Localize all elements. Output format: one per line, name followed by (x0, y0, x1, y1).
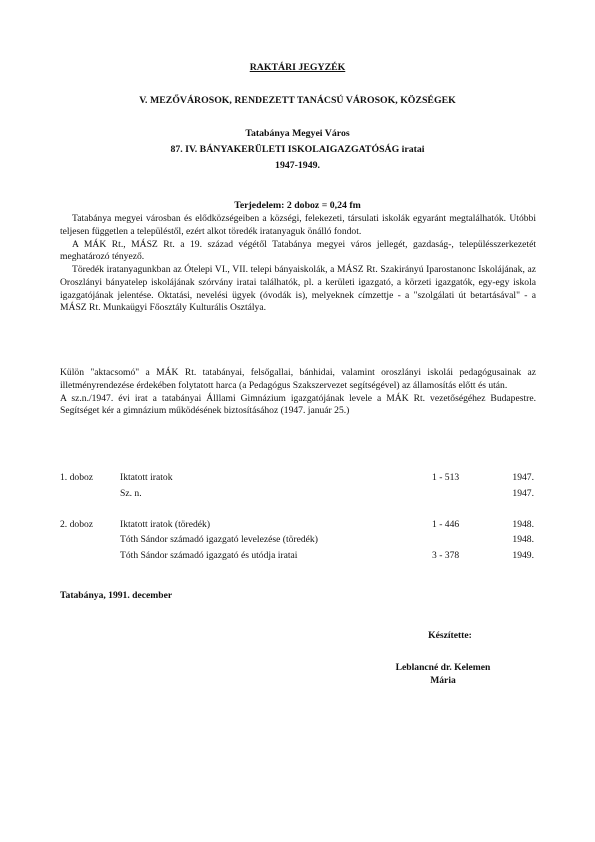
item-year: 1947. (512, 487, 534, 499)
table-row (60, 519, 536, 535)
additional-notes-block (60, 367, 536, 418)
box-label: 1. doboz (60, 472, 94, 483)
item-range: 1 - 513 (432, 472, 460, 483)
table-row (60, 488, 536, 504)
inventory-table (60, 472, 536, 565)
item-range: 1 - 446 (432, 518, 460, 530)
item-description: Tóth Sándor számadó igazgató és utódja iratai (120, 549, 298, 561)
section-heading: V. MEZŐVÁROSOK, RENDEZETT TANÁCSÚ VÁROSOK, KÖZSÉGEK (139, 95, 456, 106)
table-row (60, 550, 536, 566)
years-heading: 1947-1949. (275, 160, 320, 171)
item-description: Iktatott iratok (töredék) (120, 518, 211, 530)
paragraph-3: Töredék iratanyagunkban az Ótelepi VI., VII. telepi bányaiskolák, a MÁSZ Rt. Szakirányú Iparostanonc Iskolájának, az Oroszlányi bányatelep iskolájának szórvány iratai találhatók, pl. a kerületi igazgató, a körzeti igazgatók, egy-egy iskola igazgatójának jelentése. Oktatási, nevelési ügyek (óvodák is), melyeknek címzettje - a "szolgálati út betartásával" - a MÁSZ Rt. Munkaügyi Főosztály Kulturális Osztálya. (60, 264, 536, 314)
paragraph-5: A sz.n./1947. évi irat a tatabányai Álllami Gimnázium igazgatójának levele a MÁK Rt. vezetőségéhez Budapestre. Segítséget kér a gimnázium működésének biztosításához (1947. január 25.) (60, 392, 536, 417)
item-range: 3 - 378 (432, 549, 460, 561)
box-label: 2. doboz (60, 518, 94, 530)
table-row (60, 472, 536, 488)
item-year: 1948. (512, 518, 534, 530)
place-and-date: Tatabánya, 1991. december (60, 590, 173, 601)
item-year: 1947. (512, 472, 534, 483)
fonds-heading: 87. IV. BÁNYAKERÜLETI ISKOLAIGAZGATÓSÁG iratai (170, 144, 425, 155)
paragraph-2: A MÁK Rt., MÁSZ Rt. a 19. század végétől Tatabánya megyei város jellegét, gazdaság-, településszerkezetét meghatározó tényező. (60, 238, 536, 263)
item-description: Iktatott iratok (120, 472, 173, 483)
item-year: 1949. (512, 549, 534, 561)
paragraph-1: Tatabánya megyei városban és elődközségeiben a községi, felekezeti, társulati iskolák egyaránt megtalálhatók. Utóbbi teljesen független a településtől, ezért alkot töredék iratanyaguk önálló fondot. (60, 213, 536, 237)
prepared-by-label: Készítette: (428, 630, 472, 641)
paragraph-4: Külön "aktacsomó" a MÁK Rt. tatabányai, felsőgallai, bánhidai, valamint oroszlányi iskolái pedagógusainak az illetményrendezése érdekében folytatott harca (a Pedagógus Szakszervezet segítségével) az államosítás előtt és után. (60, 367, 536, 391)
item-description: Sz. n. (120, 487, 142, 499)
author-name-line-1: Leblancné dr. Kelemen (395, 662, 491, 673)
item-year: 1948. (512, 534, 534, 545)
table-row (60, 534, 536, 550)
document-title: RAKTÁRI JEGYZÉK (249, 62, 346, 73)
extent-line: Terjedelem: 2 doboz = 0,24 fm (234, 200, 361, 211)
table-spacer (60, 503, 536, 519)
author-name-line-2: Mária (430, 675, 456, 686)
description-block (60, 213, 536, 315)
item-description: Tóth Sándor számadó igazgató levelezése (töredék) (120, 534, 318, 545)
city-heading: Tatabánya Megyei Város (245, 128, 350, 139)
